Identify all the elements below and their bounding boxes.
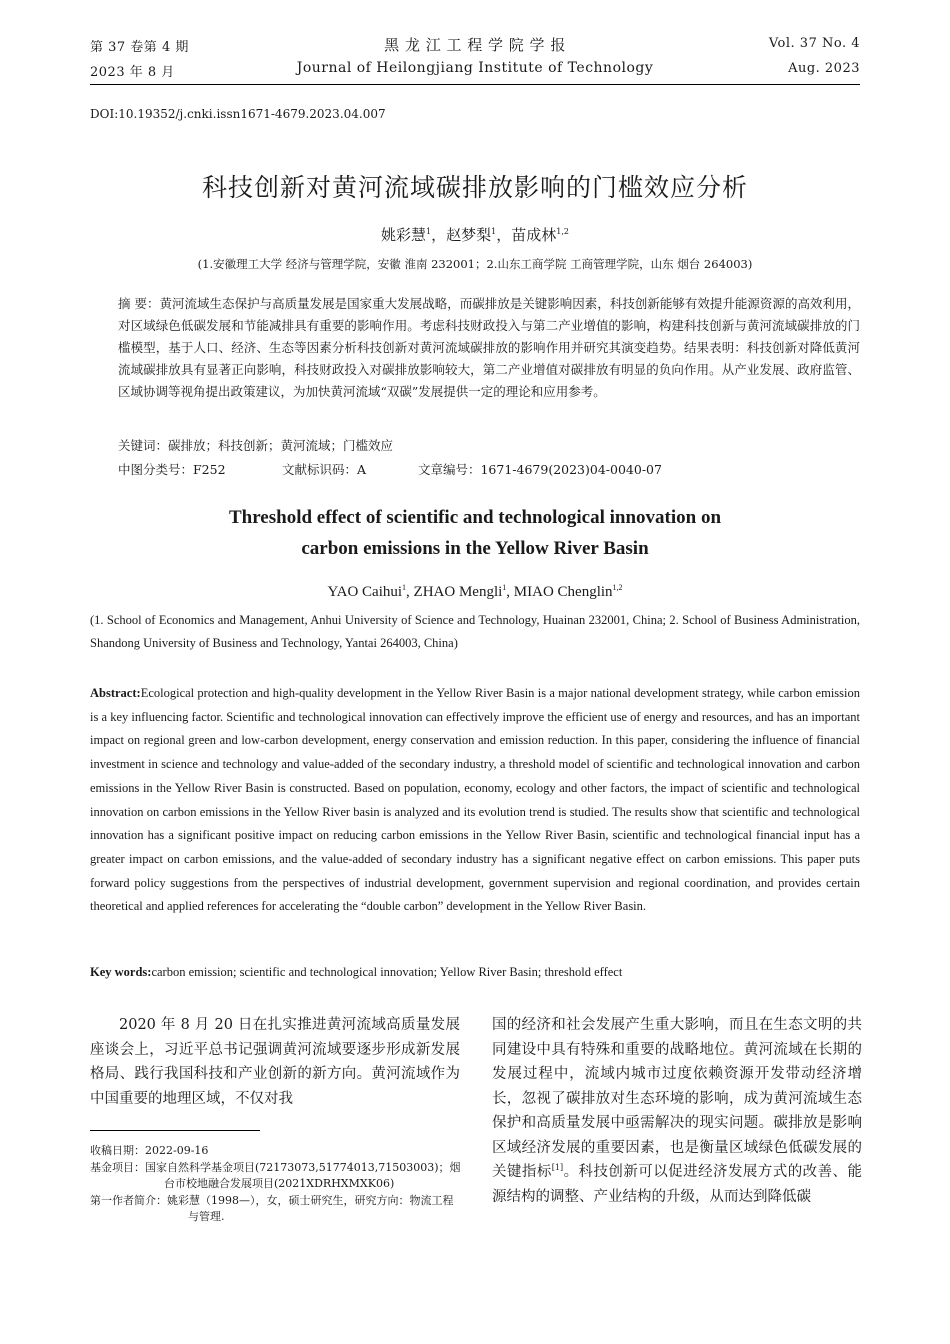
doi[interactable]: DOI:10.19352/j.cnki.issn1671-4679.2023.04.007 bbox=[90, 107, 386, 121]
authors-cn: 姚彩慧$^1$，赵梦梨$^1$，苗成林$^{1,2}$ bbox=[381, 226, 569, 244]
volume-issue-en: Vol. 37 No. 4 bbox=[768, 36, 860, 51]
footnote-author: 第一作者简介：姚彩慧（1998—），女，硕士研究生，研究方向：物流工程与管理. bbox=[90, 1193, 454, 1223]
abstract-cn bbox=[118, 293, 860, 403]
keywords-en-text: carbon emission; scientific and technological innovation; Yellow River Basin; threshold effect bbox=[151, 965, 623, 979]
title-en-line-2: carbon emissions in the Yellow River Basin bbox=[301, 538, 649, 559]
author-3-en: MIAO Chenglin bbox=[513, 584, 613, 600]
article-number: 文章编号：1671-4679(2023)04-0040-07 bbox=[417, 462, 662, 477]
body-right-text-b: 。科技创新可以促进经济发展方式的改善、能源结构的调整、产业结构的升级，从而达到降低碳 bbox=[492, 1164, 863, 1205]
abstract-en-text: Ecological protection and high-quality development in the Yellow River Basin is a major national development strategy, while carbon emission is a key influencing factor. Scientific and technological innovation can effectively improve the efficient use of energy and resources, and has an important impact on regional green and low-carbon development, energy conservation and emission reduction. In this paper, considering the influence of financial investment in science and technology and value-added of the secondary industry, a threshold model of scientific and technological innovation and carbon emissions in the Yellow River Basin is constructed. Based on population, economy, ecology and other factors, the impact of scientific and technological innovation on carbon emissions in the Yellow River basin is analyzed and its evolution trend is studied. The results show that scientific and technological innovation has a significant positive impact on reducing carbon emissions in the Yellow River Basin, scientific and technological financial input has a greater impact on carbon emissions, and the value-added of secondary industry has a significant negative effect on carbon emissions. This paper puts forward policy suggestions from the perspectives of industrial development, government supervision and regional coordination, and provides certain theoretical and applied references for accelerating the “double carbon” development in the Yellow River Basin. bbox=[90, 686, 860, 914]
volume-issue: 第 37 卷第 4 期 bbox=[90, 40, 189, 55]
clc-number: 中图分类号：F252 bbox=[118, 462, 226, 477]
keywords-cn-label: 关键词： bbox=[118, 438, 169, 453]
document-code: 文献标识码：A bbox=[281, 462, 367, 477]
author-3-cn: 苗成林 bbox=[511, 226, 557, 244]
keywords-cn-text: 碳排放；科技创新；黄河流域；门槛效应 bbox=[168, 438, 394, 453]
publication-date-en: Aug. 2023 bbox=[788, 61, 860, 76]
abstract-cn-label: 摘 要： bbox=[118, 296, 160, 311]
affiliation-en: (1. School of Economics and Management, Anhui University of Science and Technology, Huainan 232001, China; 2. School of Business Administration, Shandong University of Business and Technology, Yantai 264003, China) bbox=[90, 613, 860, 650]
keywords-cn bbox=[118, 436, 393, 454]
affiliation-cn: (1.安徽理工大学 经济与管理学院，安徽 淮南 232001；2.山东工商学院 工商管理学院，山东 烟台 264003) bbox=[197, 257, 753, 271]
footnote-received: 收稿日期：2022-09-16 bbox=[90, 1144, 209, 1157]
publication-date: 2023 年 8 月 bbox=[90, 65, 175, 80]
footnote-funding: 基金项目：国家自然科学基金项目(72173073,51774013,71503003)；烟台市校地融合发展项目(2021XDRHXMXK06) bbox=[90, 1160, 461, 1190]
paper-title-cn: 科技创新对黄河流域碳排放影响的门槛效应分析 bbox=[201, 173, 748, 202]
body-right-text-a: 国的经济和社会发展产生重大影响，而且在生态文明的共同建设中具有特殊和重要的战略地位。黄河流域在长期的发展过程中，流域内城市过度依赖资源开发带动经济增长，忽视了碳排放对生态环境的影响，成为黄河流域生态保护和高质量发展中亟需解决的现实问题。碳排放是影响区域经济发展的重要因素，也是衡量区域绿色低碳发展的关键指标 bbox=[492, 1017, 862, 1180]
body-right-column bbox=[492, 1013, 862, 1209]
abstract-cn-text: 黄河流域生态保护与高质量发展是国家重大发展战略，而碳排放是关键影响因素，科技创新能够有效提升能源资源的高效利用，对区域绿色低碳发展和节能减排具有重要的影响作用。考虑科技财政投入与第二产业增值的影响，构建科技创新与黄河流域碳排放的门槛模型，基于人口、经济、生态等因素分析科技创新对黄河流域碳排放的影响作用并研究其演变趋势。结果表明：科技创新对降低黄河流域碳排放具有显著正向影响，科技财政投入对碳排放影响较大，第二产业增值对碳排放有明显的负向作用。从产业发展、政府监管、区域协调等视角提出政策建议，为加快黄河流域“双碳”发展提供一定的理论和应用参考。 bbox=[118, 296, 860, 399]
author-1-en: YAO Caihui bbox=[327, 584, 403, 600]
author-2-cn: 赵梦梨 bbox=[446, 226, 492, 244]
footnotes bbox=[90, 1143, 462, 1226]
authors-en: YAO Caihui$^1$, ZHAO Mengli$^1$, MIAO Chenglin$^{1,2}$ bbox=[327, 583, 623, 600]
body-left-column: 2020 年 8 月 20 日在扎实推进黄河流域高质量发展座谈会上，习近平总书记强调黄河流域要逐步形成新发展格局、践行我国科技和产业创新的新方向。黄河流域作为中国重要的地理区域，不仅对我 bbox=[90, 1017, 460, 1107]
keywords-en bbox=[90, 965, 622, 980]
abstract-en bbox=[90, 682, 860, 919]
journal-name-cn: 黑 龙 江 工 程 学 院 学 报 bbox=[384, 36, 566, 54]
journal-name-en: Journal of Heilongjiang Institute of Technology bbox=[296, 60, 654, 76]
classification-row bbox=[118, 460, 860, 478]
paper-title-en bbox=[0, 502, 950, 564]
author-2-en: ZHAO Mengli bbox=[413, 584, 503, 600]
citation-1[interactable]: [1] bbox=[551, 1163, 564, 1173]
author-1-cn: 姚彩慧 bbox=[381, 226, 427, 244]
header-rule bbox=[90, 84, 860, 85]
footnote-rule bbox=[90, 1130, 260, 1131]
keywords-en-label: Key words: bbox=[90, 965, 152, 979]
title-en-line-1: Threshold effect of scientific and technological innovation on bbox=[228, 507, 722, 528]
abstract-en-label: Abstract: bbox=[90, 686, 141, 700]
